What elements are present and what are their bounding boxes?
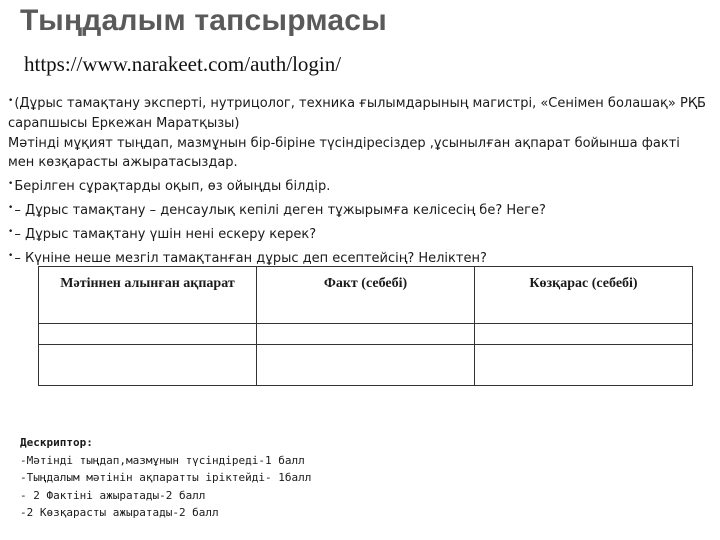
table-cell[interactable] xyxy=(257,324,475,345)
bullet-icon: • xyxy=(8,250,14,261)
task-text xyxy=(8,92,708,268)
worksheet-table xyxy=(38,266,693,386)
table-cell[interactable] xyxy=(39,345,257,386)
question-3-text: – Күніне неше мезгіл тамақтанған дұрыс деп есептейсің? Неліктен? xyxy=(14,250,487,266)
bullet-icon: • xyxy=(8,226,14,237)
question-intro xyxy=(8,175,708,197)
instruction-paragraph: Мәтінді мұқият тыңдап, мазмұнын бір-біріне түсіндіресіздер ,ұсынылған ақпарат бойынша факті мен көзқарасты ажыратасыздар. xyxy=(8,135,680,171)
bullet-icon: • xyxy=(8,202,14,213)
descriptor-line: -2 Көзқарасты ажыратады-2 балл xyxy=(20,506,219,519)
descriptor-heading: Дескриптор: xyxy=(20,436,93,449)
descriptor-line: -Тыңдалым мәтінін ақпаратты іріктейді- 1балл xyxy=(20,471,312,484)
column-header-opinion: Көзқарас (себебі) xyxy=(475,267,693,324)
question-2-text: – Дұрыс тамақтану үшін нені ескеру керек? xyxy=(14,226,317,242)
intro-paragraph xyxy=(8,92,708,134)
bullet-icon: • xyxy=(8,179,14,190)
table-cell[interactable] xyxy=(257,345,475,386)
question-intro-text: Берілген сұрақтарды оқып, өз ойыңды білдір. xyxy=(14,179,331,195)
column-header-info: Мәтіннен алынған ақпарат xyxy=(39,267,257,324)
table-cell[interactable] xyxy=(475,324,693,345)
column-header-fact: Факт (себебі) xyxy=(257,267,475,324)
source-url[interactable]: https://www.narakeet.com/auth/login/ xyxy=(24,52,342,76)
table-header-row xyxy=(39,267,693,324)
question-1-text: – Дұрыс тамақтану – денсаулық кепілі деген тұжырымға келісесің бе? Неге? xyxy=(14,202,546,218)
question-1 xyxy=(8,199,708,221)
table-cell[interactable] xyxy=(39,324,257,345)
table-cell[interactable] xyxy=(475,345,693,386)
descriptor-line: - 2 Фактіні ажыратады-2 балл xyxy=(20,488,206,502)
table-row xyxy=(39,324,693,345)
question-2 xyxy=(8,223,708,245)
table-row xyxy=(39,345,693,386)
bullet-icon: • xyxy=(8,96,14,106)
expert-note: (Дұрыс тамақтану эксперті, нутрицолог, техника ғылымдарының магистрі, «Сенімен болашақ» РҚБ сарапшысы Еркежан Маратқызы) xyxy=(8,96,706,131)
page-title: Тыңдалым тапсырмасы xyxy=(20,4,387,37)
descriptor-block xyxy=(20,434,311,522)
descriptor-line: -Мәтінді тыңдап,мазмұнын түсіндіреді-1 балл xyxy=(20,453,305,467)
